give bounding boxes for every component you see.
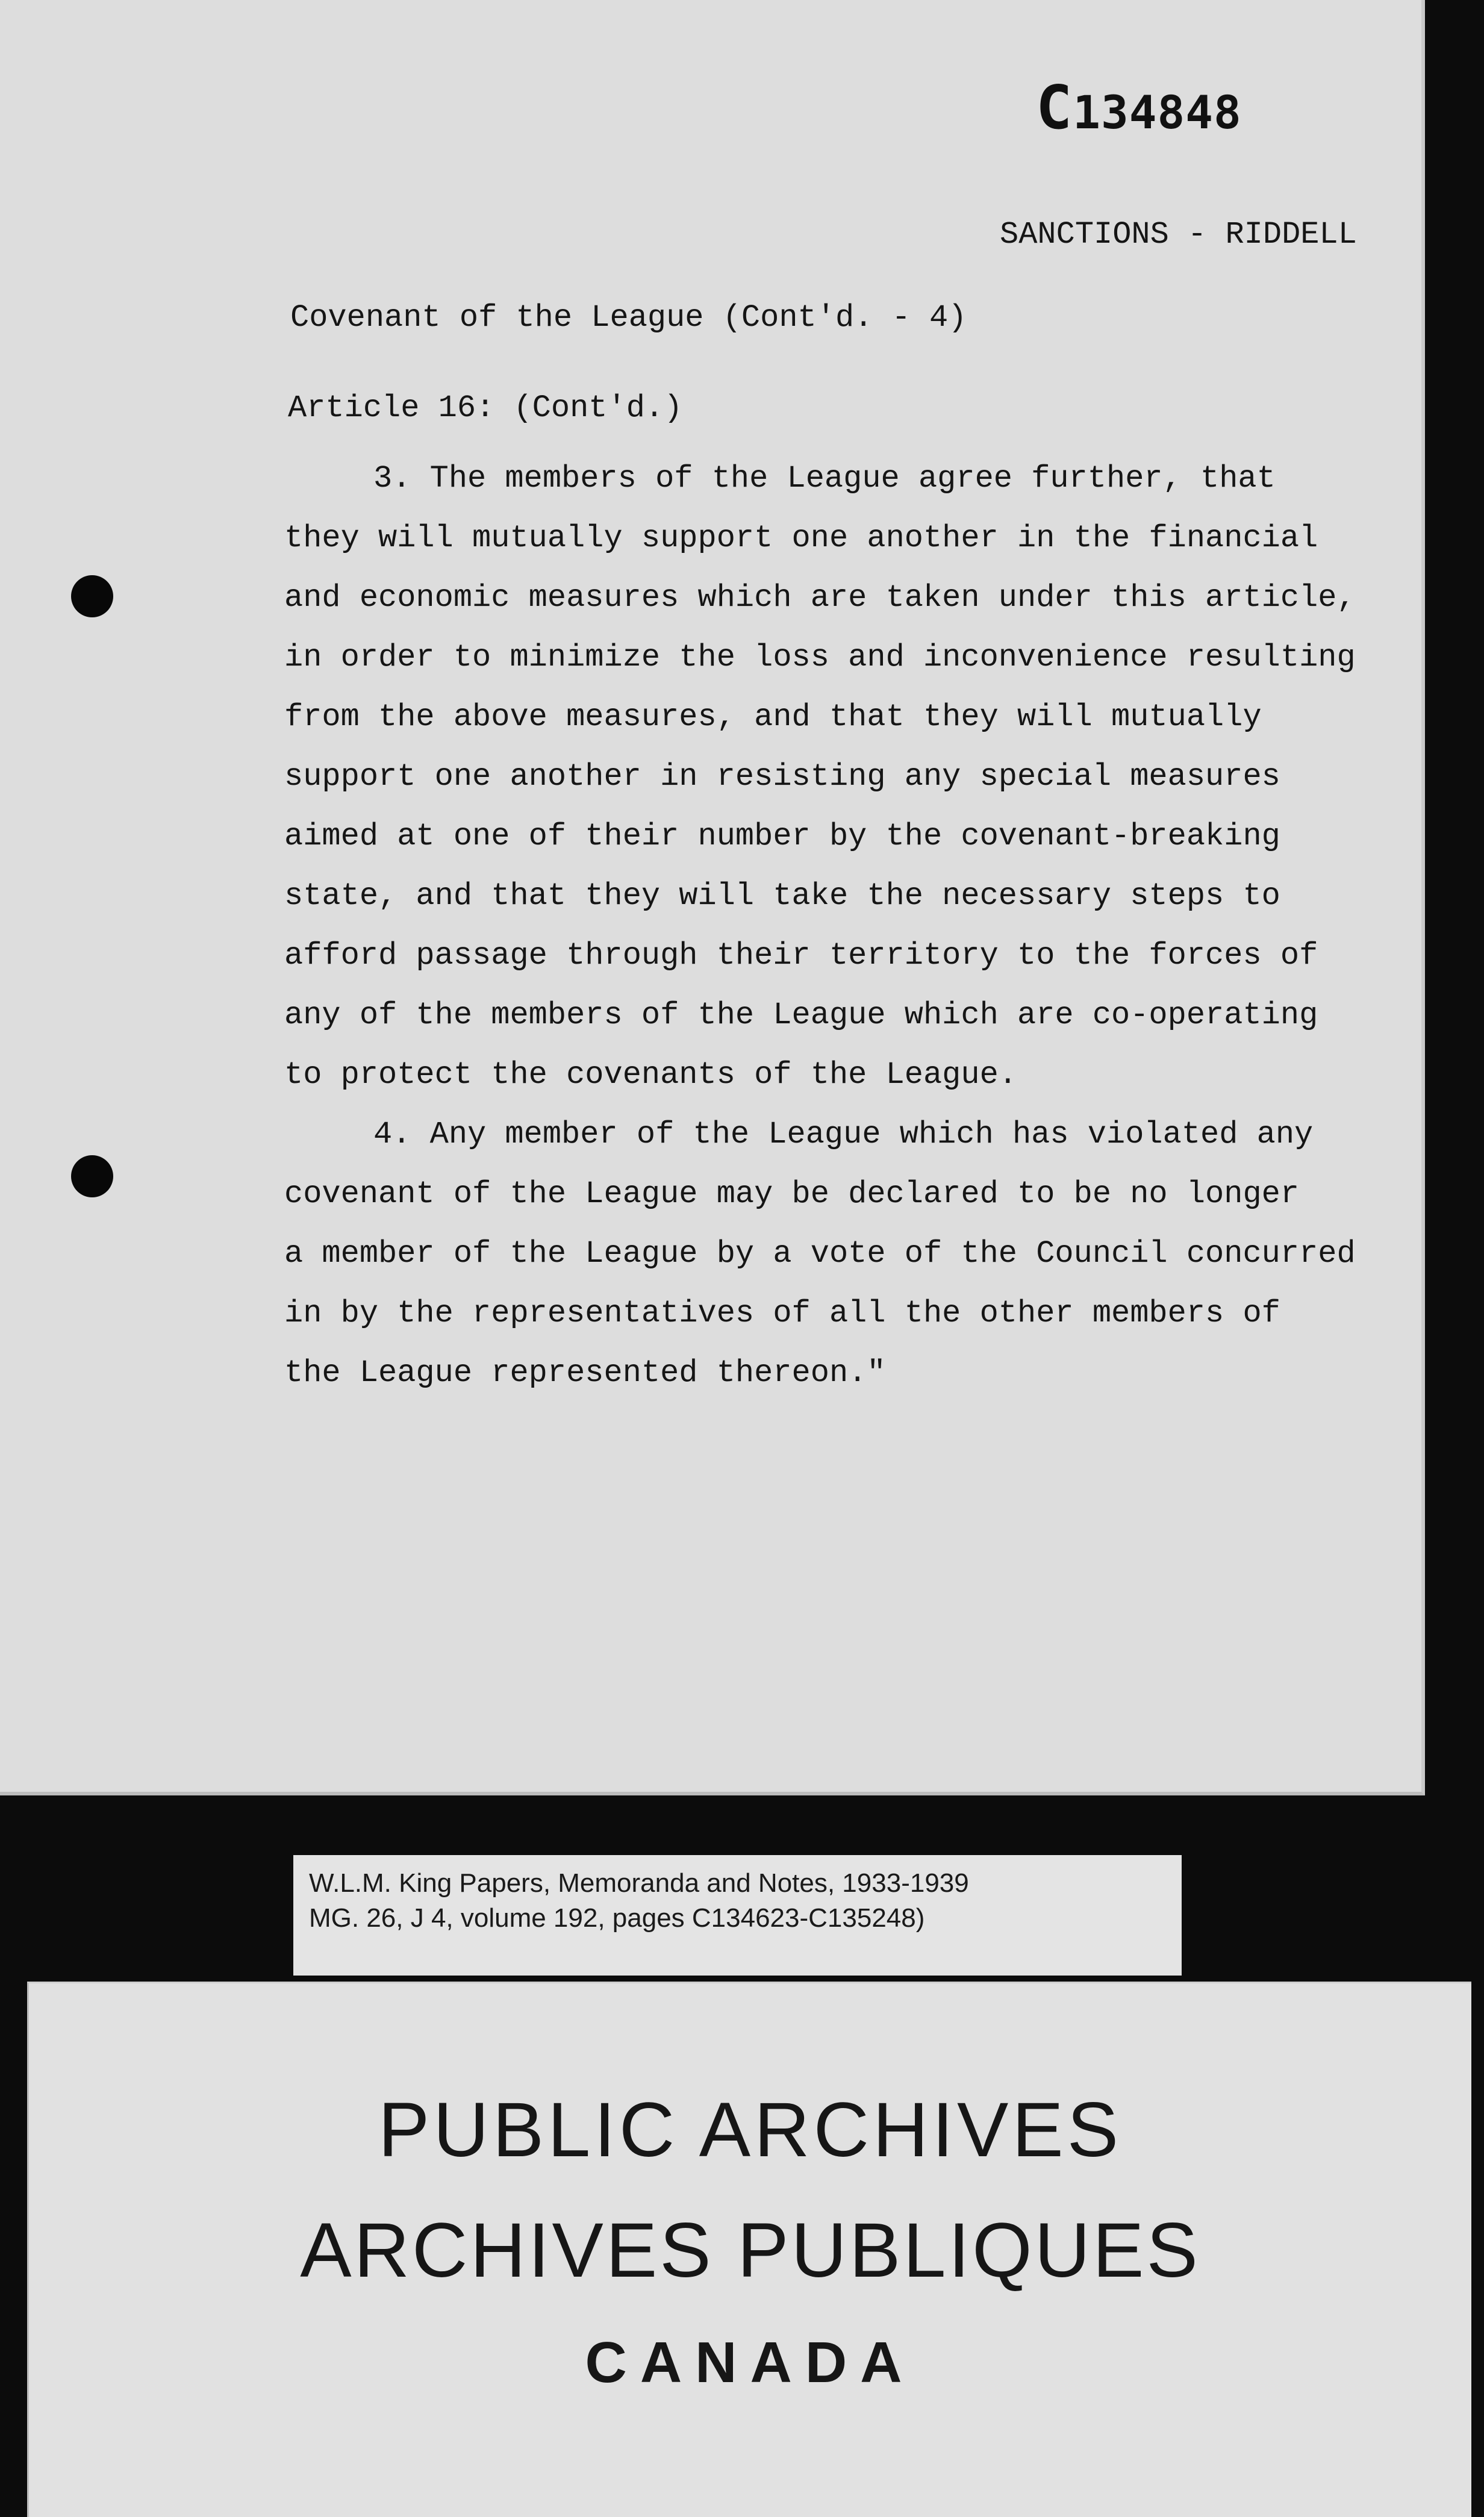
body-line: they will mutually support one another in the financial <box>284 520 1318 556</box>
punch-hole <box>71 575 113 617</box>
article-heading: Article 16: (Cont'd.) <box>288 390 683 426</box>
body-line: support one another in resisting any special measures <box>284 759 1280 794</box>
body-line: the League represented thereon." <box>284 1355 886 1391</box>
body-line: in by the representatives of all the other members of <box>284 1296 1280 1331</box>
body-line: covenant of the League may be declared to be no longer <box>284 1176 1300 1212</box>
body-line: aimed at one of their number by the covenant-breaking <box>284 819 1280 854</box>
body-line: afford passage through their territory to the forces of <box>284 938 1318 973</box>
body-line: any of the members of the League which are co-operating <box>284 997 1318 1033</box>
body-line: a member of the League by a vote of the Council concurred <box>284 1236 1356 1271</box>
public-archives-card <box>27 1982 1471 2517</box>
body-line: 3. The members of the League agree further, that <box>373 461 1276 496</box>
archive-card-french-title: ARCHIVES PUBLIQUES <box>300 2207 1200 2294</box>
body-line: state, and that they will take the necessary steps to <box>284 878 1280 914</box>
punch-hole <box>71 1155 113 1197</box>
document-number-prefix: C <box>1036 72 1073 143</box>
body-line: from the above measures, and that they will mutually <box>284 699 1262 735</box>
archive-card-country: CANADA <box>585 2330 915 2395</box>
article-body <box>284 449 1356 1403</box>
document-number <box>1036 72 1242 143</box>
header-sanctions-riddell: SANCTIONS - RIDDELL <box>1000 217 1357 252</box>
document-subtitle: Covenant of the League (Cont'd. - 4) <box>290 300 967 335</box>
archive-card-english-title: PUBLIC ARCHIVES <box>378 2087 1123 2173</box>
body-line: and economic measures which are taken under this article, <box>284 580 1356 616</box>
archive-reference-label <box>293 1855 1182 1976</box>
body-line: to protect the covenants of the League. <box>284 1057 1017 1093</box>
archive-label-line-2: MG. 26, J 4, volume 192, pages C134623-C135248) <box>309 1903 925 1933</box>
archive-label-line-1: W.L.M. King Papers, Memoranda and Notes, 1933-1939 <box>309 1868 969 1898</box>
body-line: in order to minimize the loss and inconvenience resulting <box>284 640 1356 675</box>
document-number-value: 134848 <box>1073 86 1242 139</box>
body-line: 4. Any member of the League which has violated any <box>373 1117 1314 1152</box>
